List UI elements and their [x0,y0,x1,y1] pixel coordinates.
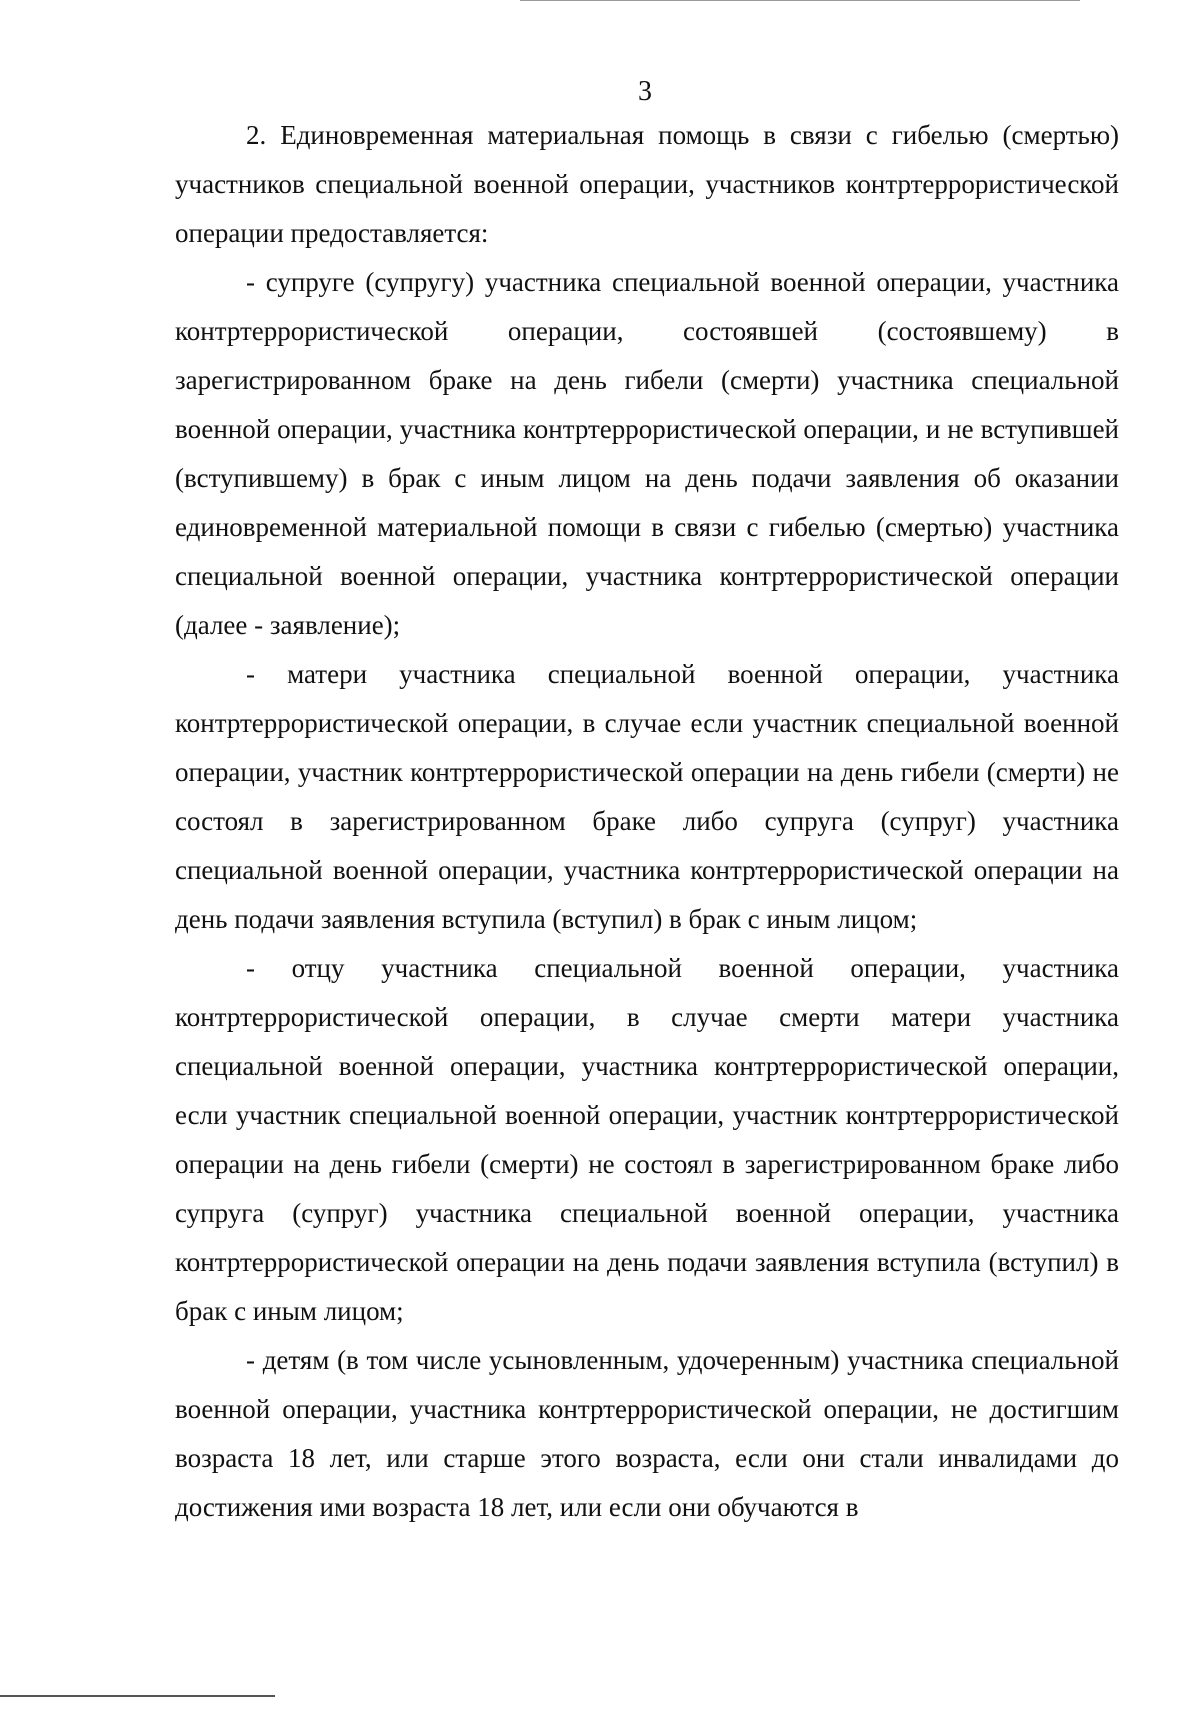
paragraph-intro: 2. Единовременная материальная помощь в связи с гибелью (смертью) участников специальной военной операции, участников контртеррористической операции предоставляется: [175,120,1119,248]
paragraph-mother: - матери участника специальной военной операции, участника контртеррористической операции, в случае если участник специальной военной операции, участник контртеррористической операции на день гибели (смерти) не состоял в зарегистрированном браке либо супруга (супруг) участника специальной военной операции, участника контртеррористической операции на день подачи заявления вступила (вступил) в брак с иным лицом; [175,659,1119,934]
page-number: 3 [638,76,652,107]
scan-edge-line-bottom [0,1695,275,1697]
scan-edge-line [520,0,1080,1]
paragraph-children: - детям (в том числе усыновленным, удочеренным) участника специальной военной операции, участника контртеррористической операции, не достигшим возраста 18 лет, или старше этого возраста, если они стали инвалидами до достижения ими возраста 18 лет, или если они обучаются в [175,1345,1119,1522]
paragraph-father: - отцу участника специальной военной операции, участника контртеррористической операции, в случае смерти матери участника специальной военной операции, участника контртеррористической операции, если участник специальной военной операции, участник контртеррористической операции на день гибели (смерти) не состоял в зарегистрированном браке либо супруга (супруг) участника специальной военной операции, участника контртеррористической операции на день подачи заявления вступила (вступил) в брак с иным лицом; [175,953,1119,1326]
paragraph-spouse: - супруге (супругу) участника специальной военной операции, участника контртеррористической операции, состоявшей (состоявшему) в зарегистрированном браке на день гибели (смерти) участника специальной военной операции, участника контртеррористической операции, и не вступившей (вступившему) в брак с иным лицом на день подачи заявления об оказании единовременной материальной помощи в связи с гибелью (смертью) участника специальной военной операции, участника контртеррористической операции (далее - заявление); [175,267,1119,640]
document-body [175,111,1119,1532]
